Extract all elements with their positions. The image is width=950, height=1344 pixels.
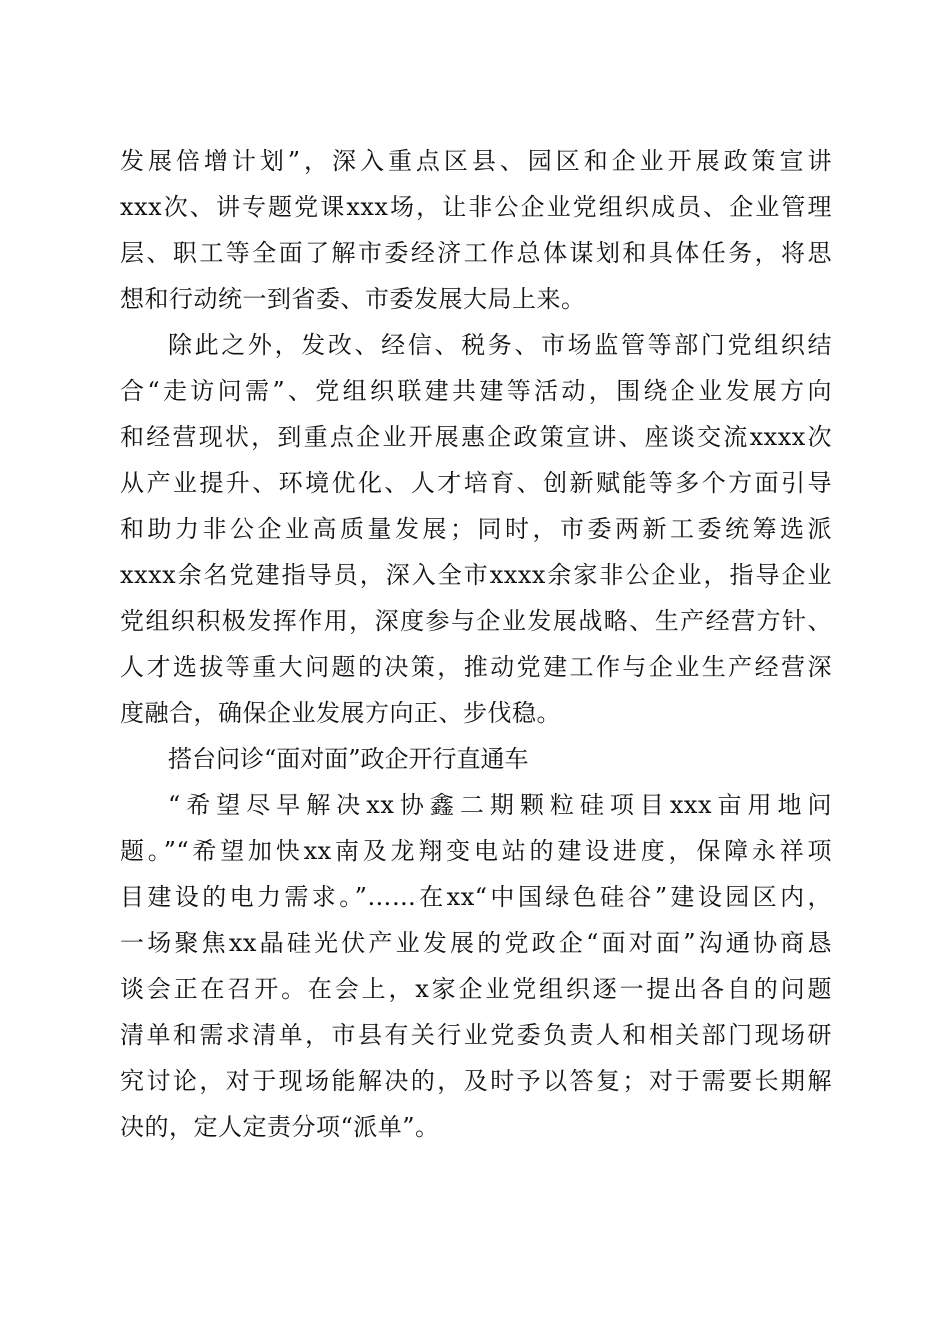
paragraph-2-line-4: 从产业提升、环境优化、人才培育、创新赋能等多个方面引导	[120, 469, 832, 497]
paragraph-3-line-6: 清单和需求清单，市县有关行业党委负责人和相关部门现场研	[120, 1021, 832, 1049]
paragraph-1-line-4: 想和行动统一到省委、市委发展大局上来。	[120, 285, 586, 313]
paragraph-3-line-4: 一场聚焦xx晶硅光伏产业发展的党政企“面对面”沟通协商恳	[120, 929, 832, 957]
paragraph-3-line-2: 题。”“希望加快xx南及龙翔变电站的建设进度，保障永祥项	[120, 837, 832, 865]
paragraph-2-line-2: 合“走访问需”、党组织联建共建等活动，围绕企业发展方向	[120, 377, 832, 405]
paragraph-2-line-5: 和助力非公企业高质量发展；同时，市委两新工委统筹选派	[120, 515, 832, 543]
paragraph-1-line-3: 层、职工等全面了解市委经济工作总体谋划和具体任务，将思	[120, 239, 832, 267]
paragraph-1-line-2: xxx次、讲专题党课xxx场，让非公企业党组织成员、企业管理	[120, 193, 832, 221]
paragraph-2-line-8: 人才选拔等重大问题的决策，推动党建工作与企业生产经营深	[120, 653, 832, 681]
paragraph-3-line-7: 究讨论，对于现场能解决的，及时予以答复；对于需要长期解	[120, 1067, 832, 1095]
paragraph-3-line-5: 谈会正在召开。在会上，x家企业党组织逐一提出各自的问题	[120, 975, 832, 1003]
paragraph-3-line-3: 目建设的电力需求。”……在xx“中国绿色硅谷”建设园区内，	[120, 883, 832, 911]
paragraph-1-line-1: 发展倍增计划”，深入重点区县、园区和企业开展政策宣讲	[120, 147, 832, 175]
paragraph-2-line-6: xxxx余名党建指导员，深入全市xxxx余家非公企业，指导企业	[120, 561, 832, 589]
paragraph-3-line-1: “希望尽早解决xx协鑫二期颗粒硅项目xxx亩用地问	[168, 791, 832, 819]
paragraph-2-line-7: 党组织积极发挥作用，深度参与企业发展战略、生产经营方针、	[120, 607, 832, 635]
paragraph-2-line-9: 度融合，确保企业发展方向正、步伐稳。	[120, 699, 561, 727]
section-heading: 搭台问诊“面对面”政企开行直通车	[168, 745, 529, 773]
paragraph-3-line-8: 决的，定人定责分项“派单”。	[120, 1113, 440, 1141]
paragraph-2-line-3: 和经营现状，到重点企业开展惠企政策宣讲、座谈交流xxxx次	[120, 423, 832, 451]
paragraph-2-line-1: 除此之外，发改、经信、税务、市场监管等部门党组织结	[168, 331, 832, 359]
